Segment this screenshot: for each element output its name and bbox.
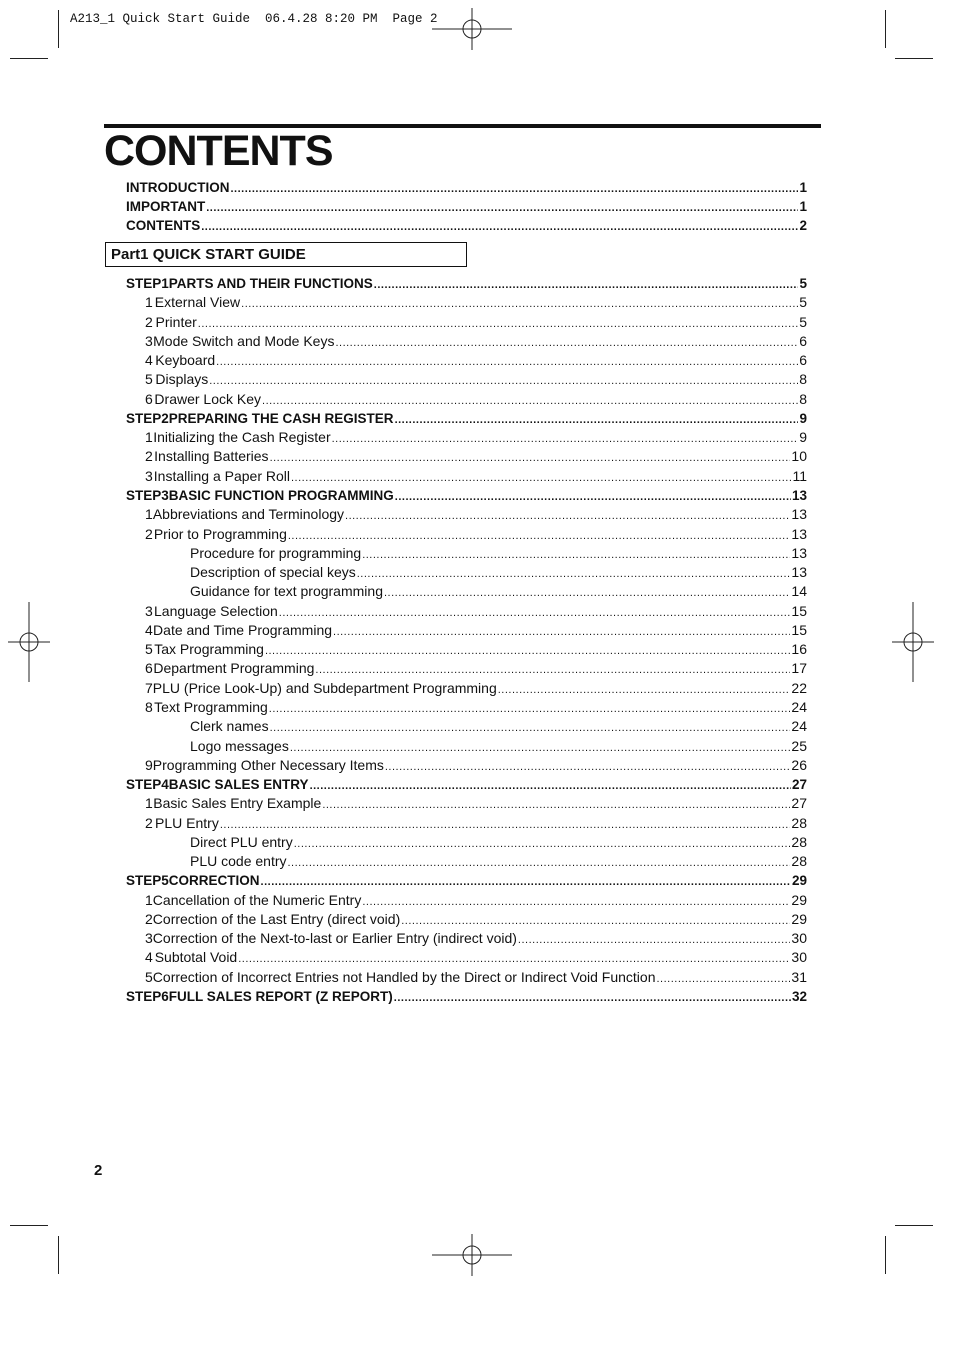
toc-label: CONTENTS [126, 218, 201, 233]
toc-page: 13 [791, 544, 807, 561]
leader-dots [401, 910, 790, 931]
toc-entry[interactable] [126, 910, 807, 929]
step-number: STEP2 [126, 410, 169, 426]
toc-entry[interactable] [126, 505, 807, 524]
toc-page: 9 [799, 429, 807, 446]
toc-page: 8 [799, 371, 807, 388]
leader-dots [315, 659, 790, 680]
toc-page: 30 [791, 930, 807, 947]
leader-dots [395, 409, 799, 430]
step-number: STEP5 [126, 873, 169, 889]
toc-label: Printer [155, 313, 197, 330]
leader-dots [310, 775, 791, 796]
item-number: 1 [145, 429, 153, 446]
toc-entry[interactable] [126, 178, 807, 197]
toc-page: 31 [791, 968, 807, 985]
toc-page: 8 [799, 390, 807, 407]
part-label: Part1 QUICK START GUIDE [111, 246, 306, 263]
toc-entry[interactable] [126, 968, 807, 987]
leader-dots [262, 390, 798, 411]
toc-label: Logo messages [190, 737, 289, 754]
registration-mark-icon [432, 8, 512, 50]
leader-dots [362, 891, 790, 912]
leader-dots [518, 929, 791, 950]
toc-page: 6 [799, 332, 807, 349]
item-number: 5 [145, 968, 153, 985]
item-number: 3 [145, 467, 153, 484]
toc-page: 1 [799, 180, 807, 195]
toc-label: Programming Other Necessary Items [152, 756, 384, 773]
leader-dots [322, 794, 790, 815]
leader-dots [270, 717, 791, 738]
item-number: 4 [145, 352, 153, 369]
toc-page: 29 [791, 873, 807, 889]
page-title: CONTENTS [104, 127, 333, 175]
toc-entry[interactable] [126, 390, 807, 409]
step-number: STEP6 [126, 989, 169, 1004]
toc-label: INTRODUCTION [126, 180, 230, 195]
leader-dots [265, 640, 790, 661]
toc-label: Cancellation of the Numeric Entry [152, 891, 362, 908]
step-number: STEP3 [126, 488, 169, 503]
item-number: 7 [145, 679, 153, 696]
toc-label: Language Selection [154, 602, 278, 619]
toc-sub-entry[interactable] [126, 852, 807, 871]
toc-sub-entry[interactable] [126, 833, 807, 852]
toc-page: 17 [791, 660, 807, 677]
toc-entry[interactable] [126, 640, 807, 659]
toc-page: 26 [791, 756, 807, 773]
toc-entry[interactable] [126, 447, 807, 466]
crop-mark [58, 1236, 59, 1274]
toc-sub-entry[interactable] [126, 717, 807, 736]
crop-mark [895, 58, 933, 59]
item-number: 1 [145, 506, 153, 523]
toc-entry[interactable] [126, 602, 807, 621]
toc-label: Tax Programming [154, 641, 264, 658]
toc-label: CORRECTION [168, 873, 260, 889]
toc-page: 13 [791, 488, 807, 503]
step-number: STEP4 [126, 777, 169, 792]
toc-step-entry[interactable] [126, 775, 807, 794]
leader-dots [294, 833, 791, 854]
leader-dots [269, 698, 791, 719]
item-number: 3 [145, 930, 153, 947]
leader-dots [198, 313, 798, 334]
toc-page: 24 [791, 698, 807, 715]
print-slug: A213_1 Quick Start Guide 06.4.28 8:20 PM Page 2 [70, 12, 438, 26]
toc-sub-entry[interactable] [126, 737, 807, 756]
leader-dots [238, 948, 790, 969]
leader-dots [374, 274, 799, 295]
leader-dots [231, 178, 799, 199]
item-number: 5 [145, 641, 153, 658]
crop-mark [10, 1225, 48, 1226]
leader-dots [357, 563, 791, 584]
item-number: 8 [145, 698, 153, 715]
crop-mark [58, 10, 59, 48]
leader-dots [288, 852, 791, 873]
leader-dots [656, 968, 790, 989]
toc-page: 15 [791, 602, 807, 619]
toc-label: Initializing the Cash Register [153, 429, 331, 446]
toc-label: Correction of Incorrect Entries not Handled by the Direct or Indirect Void Function [152, 968, 656, 985]
toc-label: Abbreviations and Terminology [152, 506, 345, 523]
toc-label: Installing Batteries [154, 448, 269, 465]
item-number: 4 [145, 949, 153, 966]
toc-page: 30 [791, 949, 807, 966]
registration-mark-icon [892, 602, 934, 682]
toc-label: Mode Switch and Mode Keys [153, 332, 335, 349]
toc-label: Description of special keys [190, 564, 356, 581]
item-number: 1 [145, 891, 153, 908]
toc-label: Correction of the Last Entry (direct void) [152, 910, 401, 927]
item-number: 2 [145, 525, 153, 542]
toc-label: Department Programming [153, 660, 315, 677]
toc-label: Prior to Programming [153, 525, 287, 542]
toc-entry[interactable] [126, 929, 807, 948]
leader-dots [332, 428, 799, 449]
leader-dots [345, 505, 790, 526]
toc-page: 10 [791, 448, 807, 465]
crop-mark [10, 58, 48, 59]
toc-step-entry[interactable] [126, 871, 807, 890]
toc-page: 16 [791, 641, 807, 658]
toc-entry[interactable] [126, 293, 807, 312]
item-number: 2 [145, 448, 153, 465]
leader-dots [261, 871, 791, 892]
toc-label: Keyboard [155, 352, 216, 369]
item-number: 9 [145, 756, 153, 773]
toc-page: 27 [791, 795, 807, 812]
crop-mark [885, 1236, 886, 1274]
leader-dots [384, 582, 790, 603]
toc-entry[interactable] [126, 621, 807, 640]
registration-mark-icon [432, 1234, 512, 1276]
toc-label: Text Programming [154, 698, 268, 715]
toc-page: 6 [799, 352, 807, 369]
toc-sub-entry[interactable] [126, 544, 807, 563]
toc-entry[interactable] [126, 659, 807, 678]
toc-entry[interactable] [126, 948, 807, 967]
toc-label: Clerk names [190, 718, 269, 735]
page-number: 2 [94, 1162, 103, 1179]
toc-page: 27 [791, 777, 807, 792]
leader-dots [290, 737, 791, 758]
item-number: 6 [145, 660, 153, 677]
item-number: 6 [145, 390, 153, 407]
leader-dots [220, 814, 791, 835]
toc-page: 32 [791, 989, 807, 1004]
item-number: 2 [145, 814, 153, 831]
toc-label: PREPARING THE CASH REGISTER [168, 410, 394, 426]
toc-sub-entry[interactable] [126, 563, 807, 582]
toc-page: 29 [791, 891, 807, 908]
toc-step-entry[interactable] [126, 486, 807, 505]
toc-label: Procedure for programming [190, 544, 362, 561]
toc-label: Guidance for text programming [190, 583, 383, 600]
toc-page: 2 [799, 218, 807, 233]
toc-label: External View [154, 294, 241, 311]
toc-sub-entry[interactable] [126, 582, 807, 601]
leader-dots [201, 216, 798, 237]
toc-entry[interactable] [126, 756, 807, 775]
toc-page: 22 [791, 679, 807, 696]
toc-page: 15 [791, 621, 807, 638]
toc-entry[interactable] [126, 370, 807, 389]
toc-page: 13 [791, 564, 807, 581]
toc-page: 5 [799, 313, 807, 330]
toc-page: 24 [791, 718, 807, 735]
leader-dots [362, 544, 790, 565]
toc-entry[interactable] [126, 794, 807, 813]
leader-dots [279, 602, 791, 623]
toc-step-entry[interactable] [126, 274, 807, 293]
toc-label: BASIC SALES ENTRY [168, 777, 309, 792]
toc-page: 1 [799, 199, 807, 214]
item-number: 3 [145, 602, 153, 619]
item-number: 2 [145, 910, 153, 927]
toc-label: Subtotal Void [154, 949, 238, 966]
toc-entry[interactable] [126, 698, 807, 717]
toc-page: 25 [791, 737, 807, 754]
toc-page: 9 [799, 410, 807, 426]
toc-step-entry[interactable] [126, 409, 807, 428]
toc-label: IMPORTANT [126, 199, 206, 214]
toc-label: Direct PLU entry [190, 833, 293, 850]
toc-label: Installing a Paper Roll [153, 467, 290, 484]
toc-entry[interactable] [126, 351, 807, 370]
leader-dots [209, 370, 798, 391]
part-heading [105, 242, 467, 267]
toc-label: PARTS AND THEIR FUNCTIONS [168, 276, 373, 291]
toc-label: Displays [155, 371, 209, 388]
item-number: 2 [145, 313, 153, 330]
leader-dots [270, 447, 791, 468]
registration-mark-icon [8, 602, 50, 682]
toc-page: 14 [791, 583, 807, 600]
leader-dots [335, 332, 798, 353]
toc-page: 28 [791, 833, 807, 850]
item-number: 3 [145, 332, 153, 349]
toc-step-entry[interactable] [126, 987, 807, 1006]
leader-dots [395, 486, 791, 507]
toc-entry[interactable] [126, 313, 807, 332]
leader-dots [291, 467, 791, 488]
toc-entry[interactable] [126, 814, 807, 833]
leader-dots [394, 987, 791, 1008]
leader-dots [498, 679, 791, 700]
toc-label: PLU (Price Look-Up) and Subdepartment Programming [152, 679, 497, 696]
toc-page: 5 [799, 276, 807, 291]
item-number: 5 [145, 371, 153, 388]
crop-mark [895, 1225, 933, 1226]
toc-entry[interactable] [126, 197, 807, 216]
toc-page: 11 [792, 467, 807, 484]
leader-dots [216, 351, 798, 372]
leader-dots [288, 525, 791, 546]
leader-dots [206, 197, 798, 218]
toc-page: 28 [791, 814, 807, 831]
toc-label: BASIC FUNCTION PROGRAMMING [168, 488, 394, 503]
toc-page: 5 [799, 294, 807, 311]
toc-entry[interactable] [126, 332, 807, 351]
toc-label: Basic Sales Entry Example [153, 795, 322, 812]
toc-entry[interactable] [126, 525, 807, 544]
toc-label: Date and Time Programming [153, 621, 333, 638]
toc-entry[interactable] [126, 679, 807, 698]
leader-dots [385, 756, 791, 777]
toc-page: 13 [791, 525, 807, 542]
toc-label: Correction of the Next-to-last or Earlier Entry (indirect void) [152, 930, 517, 947]
item-number: 1 [145, 294, 153, 311]
item-number: 1 [145, 795, 153, 812]
toc-label: PLU code entry [190, 853, 287, 870]
toc-page: 29 [791, 910, 807, 927]
leader-dots [241, 293, 798, 314]
toc-entry[interactable] [126, 467, 807, 486]
crop-mark [885, 10, 886, 48]
toc-label: PLU Entry [155, 814, 219, 831]
toc-page: 13 [791, 506, 807, 523]
toc-label: Drawer Lock Key [154, 390, 262, 407]
toc-entry[interactable] [126, 891, 807, 910]
step-number: STEP1 [126, 276, 169, 291]
toc-page: 28 [791, 853, 807, 870]
toc-entry[interactable] [126, 428, 807, 447]
toc-entry[interactable] [126, 216, 807, 235]
toc-label: FULL SALES REPORT (Z REPORT) [168, 989, 393, 1004]
leader-dots [333, 621, 790, 642]
item-number: 4 [145, 621, 153, 638]
